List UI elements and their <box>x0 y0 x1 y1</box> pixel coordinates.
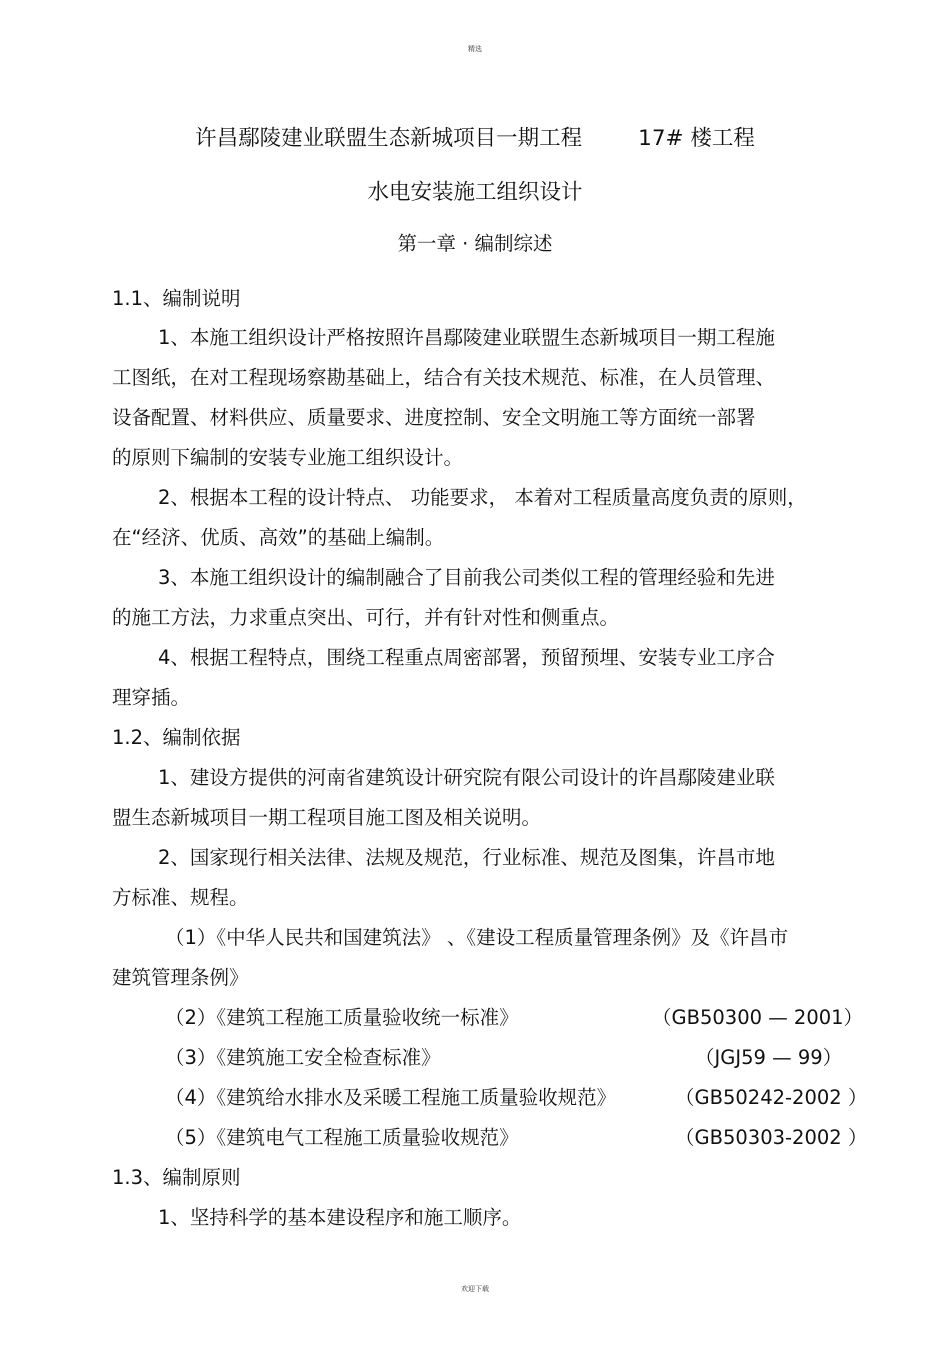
paragraph-line: 盟生态新城项目一期工程项目施工图及相关说明。 <box>112 806 542 829</box>
title-project: 许昌鄢陵建业联盟生态新城项目一期工程 <box>195 126 583 151</box>
title-building: 17# 楼工程 <box>638 126 755 151</box>
page-footer: 欢迎下载 <box>461 1285 489 1293</box>
paragraph-line: 设备配置、材料供应、质量要求、进度控制、安全文明施工等方面统一部署 <box>112 406 756 429</box>
standard-code: （GB50303-2002 ） <box>675 1126 868 1149</box>
paragraph-line: 3、本施工组织设计的编制融合了目前我公司类似工程的管理经验和先进 <box>158 566 775 589</box>
reference-item-continuation: 建筑管理条例》 <box>112 966 249 989</box>
paragraph-line: 方标准、规程。 <box>112 886 249 909</box>
section-heading-1-2: 1.2、编制依据 <box>112 726 241 749</box>
page-header: 精选 <box>468 45 482 53</box>
section-heading-1-1: 1.1、编制说明 <box>112 287 241 310</box>
paragraph-line: 的施工方法，力求重点突出、可行，并有针对性和侧重点。 <box>112 606 620 629</box>
paragraph-line: 2、根据本工程的设计特点、 功能要求， 本着对工程质量高度负责的原则， <box>158 486 807 509</box>
reference-item: （1）《中华人民共和国建筑法》 、《建设工程质量管理条例》及《许昌市 <box>165 926 789 949</box>
paragraph-line: 在“经济、优质、高效”的基础上编制。 <box>112 526 445 549</box>
reference-item: （3）《建筑施工安全检查标准》 <box>165 1046 441 1069</box>
document-subtitle: 水电安装施工组织设计 <box>367 180 583 205</box>
standard-code: （JGJ59 — 99） <box>695 1046 843 1069</box>
paragraph-line: 工图纸，在对工程现场察勘基础上，结合有关技术规范、标准，在人员管理、 <box>112 366 776 389</box>
paragraph-line: 2、国家现行相关法律、法规及规范，行业标准、规范及图集，许昌市地 <box>158 846 775 869</box>
paragraph-line: 1、本施工组织设计严格按照许昌鄢陵建业联盟生态新城项目一期工程施 <box>158 326 775 349</box>
paragraph-line: 4、根据工程特点，围绕工程重点周密部署，预留预埋、安装专业工序合 <box>158 646 775 669</box>
paragraph-line: 1、建设方提供的河南省建筑设计研究院有限公司设计的许昌鄢陵建业联 <box>158 766 775 789</box>
reference-item: （2）《建筑工程施工质量验收统一标准》 <box>165 1006 519 1029</box>
reference-item: （4）《建筑给水排水及采暖工程施工质量验收规范》 <box>165 1086 617 1109</box>
chapter-heading: 第一章 · 编制综述 <box>397 232 553 255</box>
section-heading-1-3: 1.3、编制原则 <box>112 1166 241 1189</box>
paragraph-line: 1、坚持科学的基本建设程序和施工顺序。 <box>158 1206 522 1229</box>
reference-item: （5）《建筑电气工程施工质量验收规范》 <box>165 1126 519 1149</box>
document-title <box>0 126 950 152</box>
paragraph-line: 的原则下编制的安装专业施工组织设计。 <box>112 446 464 469</box>
paragraph-line: 理穿插。 <box>112 686 191 709</box>
standard-code: （GB50242-2002 ） <box>675 1086 868 1109</box>
standard-code: （GB50300 — 2001） <box>652 1006 864 1029</box>
